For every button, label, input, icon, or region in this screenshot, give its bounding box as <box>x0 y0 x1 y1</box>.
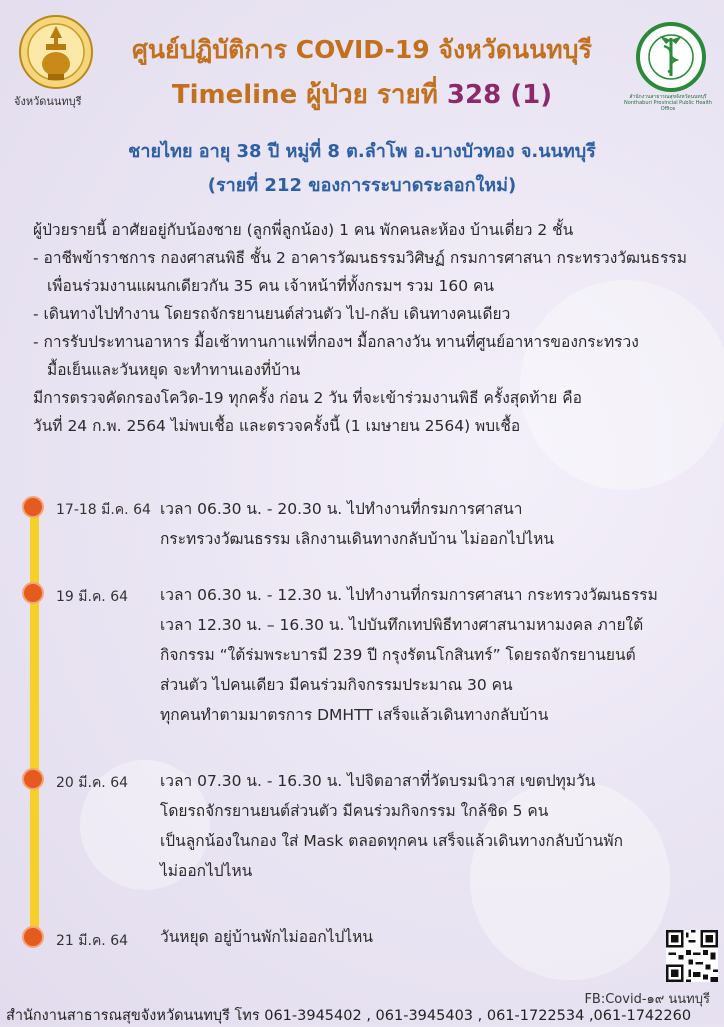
timeline-date: 17-18 มี.ค. 64 <box>56 502 151 518</box>
entry-line: เป็นลูกน้องในกอง ใส่ Mask ตลอดทุกคน เสร็จแล้วเดินทางกลับบ้านพัก <box>160 832 623 850</box>
timeline-dot <box>22 768 44 790</box>
detail-line: มีการตรวจคัดกรองโควิด-19 ทุกครั้ง ก่อน 2 วัน ที่จะเข้าร่วมงานพิธี ครั้งสุดท้าย คือ <box>33 389 582 407</box>
health-office-caption: สำนักงานสาธารณสุขจังหวัดนนทบุรี Nonthaburi Provincial Public Health Office <box>624 94 712 112</box>
page-title: ศูนย์ปฏิบัติการ COVID-19 จังหวัดนนทบุรี <box>132 35 592 64</box>
entry-line: เวลา 06.30 น. - 20.30 น. ไปทำงานที่กรมการศาสนา <box>160 500 523 518</box>
detail-line: - เดินทางไปทำงาน โดยรถจักรยานยนต์ส่วนตัว ไป-กลับ เดินทางคนเดียว <box>33 305 511 323</box>
detail-line: - อาชีพข้าราชการ กองศาสนพิธี ชั้น 2 อาคารวัฒนธรรมวิศิษฏ์ กรมการศาสนา กระทรวงวัฒนธรรม <box>33 249 687 267</box>
province-caption: จังหวัดนนทบุรี <box>14 95 82 108</box>
entry-line: เวลา 12.30 น. – 16.30 น. ไปบันทึกเทปพิธีทางศาสนามหามงคล ภายใต้ <box>160 616 644 634</box>
patient-timeline-title <box>0 74 724 115</box>
timeline-entry <box>160 580 720 730</box>
detail-line: มื้อเย็นและวันหยุด จะทำทานเองที่บ้าน <box>47 361 301 379</box>
entry-line: โดยรถจักรยานยนต์ส่วนตัว มีคนร่วมกิจกรรม ใกล้ชิด 5 คน <box>160 802 549 820</box>
timeline-date: 21 มี.ค. 64 <box>56 933 129 949</box>
detail-line: เพื่อนร่วมงานแผนกเดียวกัน 35 คน เจ้าหน้าที่ทั้งกรมฯ รวม 160 คน <box>47 277 494 295</box>
detail-line: ผู้ป่วยรายนี้ อาศัยอยู่กับน้องชาย (ลูกพี่ลูกน้อง) 1 คน พักคนละห้อง บ้านเดี่ยว 2 ชั้น <box>33 221 574 239</box>
timeline-entry <box>160 494 720 554</box>
timeline-date: 19 มี.ค. 64 <box>56 589 129 605</box>
timeline-bar <box>30 508 39 938</box>
entry-line: วันหยุด อยู่บ้านพักไม่ออกไปไหน <box>160 928 373 946</box>
timeline-entry <box>160 766 720 886</box>
footer-contact: สำนักงานสาธารณสุขจังหวัดนนทบุรี โทร 061-3945402 , 061-3945403 , 061-1722534 ,061-1742260 <box>6 1008 692 1024</box>
entry-line: เวลา 07.30 น. - 16.30 น. ไปจิตอาสาที่วัดบรมนิวาส เขตปทุมวัน <box>160 772 596 790</box>
case-number: 328 (1) <box>446 80 553 110</box>
outbreak-case-number: (รายที่ 212 ของการระบาดระลอกใหม่) <box>207 175 517 196</box>
timeline-dot <box>22 582 44 604</box>
timeline-dot <box>22 496 44 518</box>
timeline-date: 20 มี.ค. 64 <box>56 775 129 791</box>
patient-details <box>33 216 713 440</box>
facebook-page-label: FB:Covid-๑๙ นนทบุรี <box>584 992 710 1007</box>
entry-line: ไม่ออกไปไหน <box>160 862 253 880</box>
patient-summary: ชายไทย อายุ 38 ปี หมู่ที่ 8 ต.ลำโพ อ.บางบัวทอง จ.นนทบุรี <box>128 141 596 162</box>
entry-line: กิจกรรม “ใต้ร่มพระบารมี 239 ปี กรุงรัตนโกสินทร์” โดยรถจักรยานยนต์ <box>160 646 636 664</box>
entry-line: ส่วนตัว ไปคนเดียว มีคนร่วมกิจกรรมประมาณ 30 คน <box>160 676 513 694</box>
timeline-dot <box>22 926 44 948</box>
detail-line: - การรับประทานอาหาร มื้อเช้าทานกาแฟที่กองฯ มื้อกลางวัน ทานที่ศูนย์อาหารของกระทรวง <box>33 333 639 351</box>
title-prefix: Timeline ผู้ป่วย รายที่ <box>171 80 438 110</box>
entry-line: เวลา 06.30 น. - 12.30 น. ไปทำงานที่กรมการศาสนา กระทรวงวัฒนธรรม <box>160 586 658 604</box>
entry-line: ทุกคนทำตามมาตรการ DMHTT เสร็จแล้วเดินทางกลับบ้าน <box>160 706 549 724</box>
entry-line: กระทรวงวัฒนธรรม เลิกงานเดินทางกลับบ้าน ไม่ออกไปไหน <box>160 530 554 548</box>
timeline-entry <box>160 922 720 952</box>
detail-line: วันที่ 24 ก.พ. 2564 ไม่พบเชื้อ และตรวจครั้งนี้ (1 เมษายน 2564) พบเชื้อ <box>33 417 521 435</box>
qr-code-icon[interactable] <box>666 930 718 982</box>
